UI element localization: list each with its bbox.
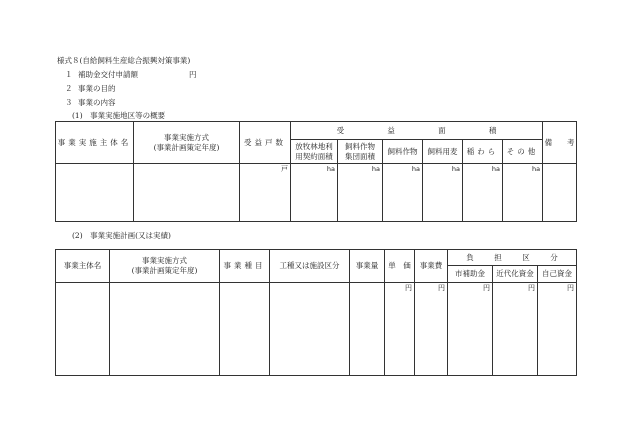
cell-entity-name[interactable] [56, 283, 110, 376]
cell-own-fund[interactable] [538, 283, 577, 376]
header-area-char-3: 面 [438, 125, 446, 135]
unit-yen: 円 [405, 284, 412, 292]
unit-yen: 円 [438, 284, 445, 292]
cell-rice-straw[interactable] [463, 164, 503, 222]
cell-remarks[interactable] [543, 164, 577, 222]
cell-work-category[interactable] [270, 283, 350, 376]
unit-yen: 円 [483, 284, 490, 292]
item2-label: 事業の目的 [78, 84, 116, 93]
header-feed-crops: 飼料作物 [383, 140, 423, 164]
header-method-sub: (事業計画策定年度) [153, 142, 220, 152]
header-beneficiary-area [291, 122, 543, 140]
cell-entity-name[interactable] [56, 164, 134, 222]
header-method-label: 事業実施方式 [142, 256, 187, 265]
header-burden-char-4: 分 [550, 252, 558, 262]
unit-ha: ha [371, 165, 380, 173]
header-work-category: 工種又は施設区分 [270, 250, 350, 283]
header-method-sub: (事業計画策定年度) [131, 266, 198, 275]
header-own-fund: 自己資金 [538, 266, 577, 283]
unit-yen: 円 [567, 284, 575, 292]
item2-number: ２ [65, 84, 73, 93]
header-group-line2: 集団面積 [345, 151, 375, 161]
header-project-cost: 事業費 [415, 250, 448, 283]
unit-ha: ha [451, 165, 460, 173]
header-area-char-2: 益 [387, 125, 395, 135]
cell-modernization-fund[interactable] [493, 283, 538, 376]
unit-ha: ha [411, 165, 420, 173]
header-other: その他 [503, 140, 543, 164]
header-area-char-4: 積 [488, 125, 497, 135]
header-modernization-fund: 近代化資金 [493, 266, 538, 283]
item3-label: 事業の内容 [78, 98, 116, 107]
cell-households[interactable] [240, 164, 291, 222]
header-method [110, 250, 220, 283]
header-grazing-line2: 用契約面積 [295, 151, 333, 161]
header-burden-char-1: 負 [466, 252, 474, 262]
cell-unit-price[interactable] [385, 283, 415, 376]
header-method [134, 122, 240, 164]
unit-yen: 円 [528, 284, 535, 292]
item1-unit: 円 [189, 70, 197, 79]
unit-ha: ha [491, 165, 500, 173]
header-project-type: 事業種目 [220, 250, 270, 283]
header-entity-name: 事業主体名 [56, 250, 110, 283]
header-grazing-contract-area [291, 140, 338, 164]
header-unit-price: 単 価 [385, 250, 415, 283]
project-area-summary-table [55, 121, 577, 222]
header-city-subsidy: 市補助金 [448, 266, 493, 283]
cell-feed-wheat[interactable] [423, 164, 463, 222]
header-quantity: 事業量 [350, 250, 385, 283]
cell-city-subsidy[interactable] [448, 283, 493, 376]
header-households: 受益戸数 [240, 122, 291, 164]
table-row [56, 164, 577, 222]
cell-method[interactable] [134, 164, 240, 222]
unit-ha: ha [326, 165, 335, 173]
table-row [56, 283, 577, 376]
header-burden-category [448, 250, 577, 266]
item1-number: １ [65, 70, 73, 79]
cell-quantity[interactable] [350, 283, 385, 376]
header-remarks: 備 考 [543, 122, 577, 164]
cell-feed-crops[interactable] [383, 164, 423, 222]
cell-method[interactable] [110, 283, 220, 376]
cell-grazing-area[interactable] [291, 164, 338, 222]
cell-group-area[interactable] [338, 164, 383, 222]
unit-households: 戸 [281, 165, 288, 173]
header-entity-name: 事業実施主体名 [56, 122, 134, 164]
project-plan-table [55, 249, 577, 376]
unit-ha: ha [531, 165, 541, 173]
header-group-area [338, 140, 383, 164]
cell-project-type[interactable] [220, 283, 270, 376]
header-area-char-1: 受 [336, 125, 345, 135]
cell-project-cost[interactable] [415, 283, 448, 376]
section1-title: (1) 事業実施地区等の概要 [72, 111, 166, 120]
form-title: 様式８(自給飼料生産総合振興対策事業) [57, 56, 191, 65]
cell-other[interactable] [503, 164, 543, 222]
header-grazing-line1: 放牧林地利 [295, 141, 333, 151]
item1-label: 補助金交付申請額 [78, 70, 138, 79]
item3-number: ３ [65, 98, 73, 107]
header-method-label: 事業実施方式 [164, 132, 209, 142]
header-group-line1: 飼料作物 [345, 141, 375, 151]
header-rice-straw: 稲わら [463, 140, 503, 164]
header-burden-char-3: 区 [522, 252, 530, 262]
header-burden-char-2: 担 [494, 252, 502, 262]
section2-title: (2) 事業実施計画(又は実績) [72, 231, 171, 240]
header-feed-wheat: 飼料用麦 [423, 140, 463, 164]
